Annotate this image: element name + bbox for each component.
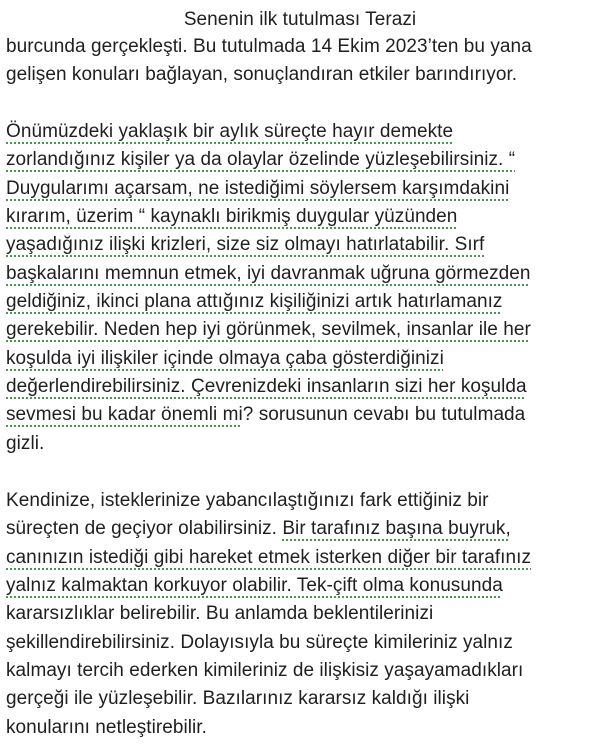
text-line: Kendinize, isteklerinize yabancılaştığınızı fark ettiğiniz bir (6, 490, 489, 511)
text-line: kalmayı tercih ederken kimileriniz de ilişkisiz yaşayamadıkları (6, 660, 524, 681)
plain-span: süreçten de geçiyor olabilirsiniz. (6, 518, 283, 539)
text-line: gelişen konuları bağlayan, sonuçlandıran etkiler barındırıyor. (6, 64, 518, 85)
highlighted-line: zorlandığınız kişiler ya da olaylar özelinde yüzleşebilirsiniz. “ (6, 149, 516, 170)
mixed-line (6, 517, 511, 543)
highlighted-line: gerekebilir. Neden hep iyi görünmek, sevilmek, insanlar ile her (6, 319, 531, 340)
highlighted-span: sevmesi bu kadar önemli mi (6, 404, 243, 425)
plain-span: ? sorusunun cevabı bu tutulmada (242, 404, 526, 425)
highlighted-line: kırarım, üzerim “ kaynaklı birikmiş duygular yüzünden (6, 206, 458, 227)
highlighted-line: değerlendirebilirsiniz. Çevrenizdeki insanların sizi her koşulda (6, 376, 527, 397)
text-line: burcunda gerçekleşti. Bu tutulmada 14 Ekim 2023’ten bu yana (6, 36, 532, 57)
highlighted-line: canınızın istediği gibi hareket etmek isterken diğer bir tarafınız (6, 547, 532, 568)
highlighted-line: Duygularımı açarsam, ne istediğimi söylersem karşımdakini (6, 178, 510, 199)
highlighted-line: başkalarını memnun etmek, iyi davranmak uğruna görmezden (6, 263, 531, 284)
highlighted-line: geldiğiniz, ikinci plana attığınız kişiliğinizi artık hatırlamanız (6, 291, 503, 312)
highlighted-line: yalnız kalmaktan korkuyor olabilir. Tek-çift olma konusunda (6, 575, 503, 596)
highlighted-line: koşulda iyi ilişkiler içinde olmaya çaba gösterdiğinizi (6, 348, 444, 369)
highlighted-span: Bir tarafınız başına buyruk, (282, 518, 511, 539)
mixed-line (6, 403, 525, 429)
text-line: gizli. (6, 433, 45, 454)
text-line: gerçeği ile yüzleşebilir. Bazılarınız kararsız kaldığı ilişki (6, 688, 470, 709)
document-title: Senenin ilk tutulması Terazi (183, 9, 417, 30)
text-line: kararsızlıklar belirebilir. Bu anlamda beklentilerinizi (6, 603, 434, 624)
text-line: konularını netleştirebilir. (6, 717, 207, 738)
highlighted-line: yaşadığınız ilişki krizleri, size siz olmayı hatırlatabilir. Sırf (6, 234, 485, 255)
highlighted-line: Önümüzdeki yaklaşık bir aylık süreçte hayır demekte (6, 121, 454, 142)
text-line: şekillendirebilirsiniz. Dolayısıyla bu süreçte kimileriniz yalnız (6, 632, 513, 653)
